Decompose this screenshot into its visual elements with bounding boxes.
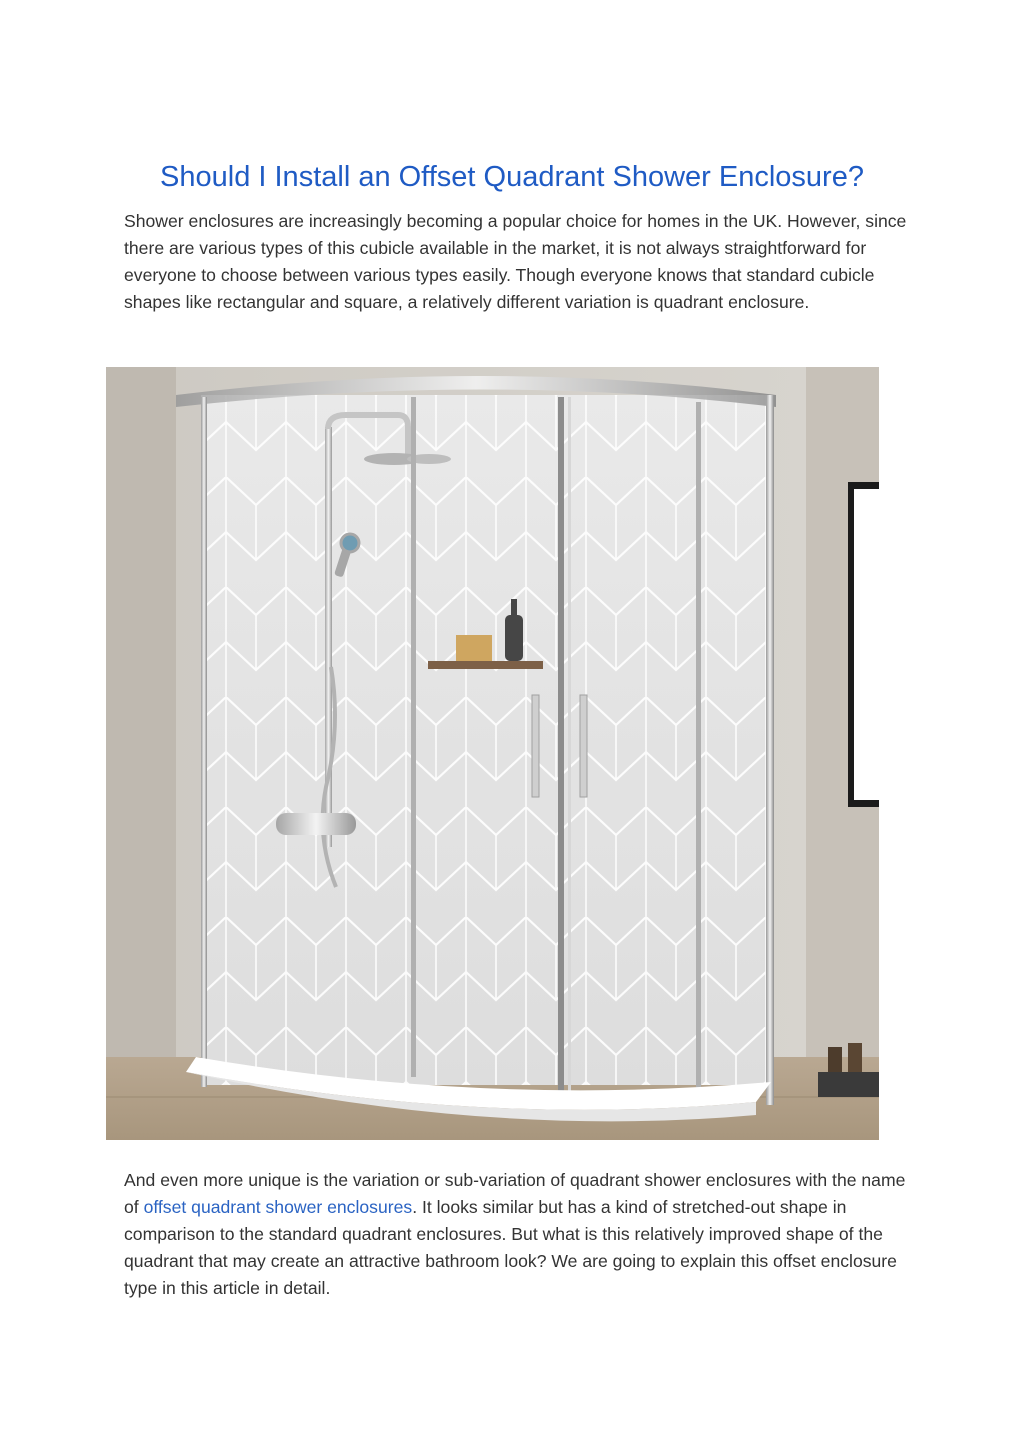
body-paragraph (124, 1167, 914, 1302)
intro-paragraph: Shower enclosures are increasingly becoming a popular choice for homes in the UK. However, since there are various types of this cubicle available in the market, it is not always straightforward for everyone to choose between various types easily. Though everyone knows that standard cubicle shapes like rectangular and square, a relatively different variation is quadrant enclosure. (124, 211, 907, 312)
body-text-after-link: . It looks similar but has a kind of stretched-out shape in comparison to the standard quadrant enclosures. But what is this relatively improved shape of the quadrant that may create an attractive bathroom look? We are going to explain this offset enclosure type in this article in detail. (124, 1197, 897, 1298)
page-title: Should I Install an Offset Quadrant Shower Enclosure? (160, 161, 864, 193)
shower-enclosure-photo (106, 367, 879, 1140)
body-text-before-link: And even more unique is the variation or sub-variation of quadrant shower enclosures with the name of (124, 1170, 906, 1217)
offset-quadrant-link[interactable]: offset quadrant shower enclosures (143, 1197, 413, 1217)
